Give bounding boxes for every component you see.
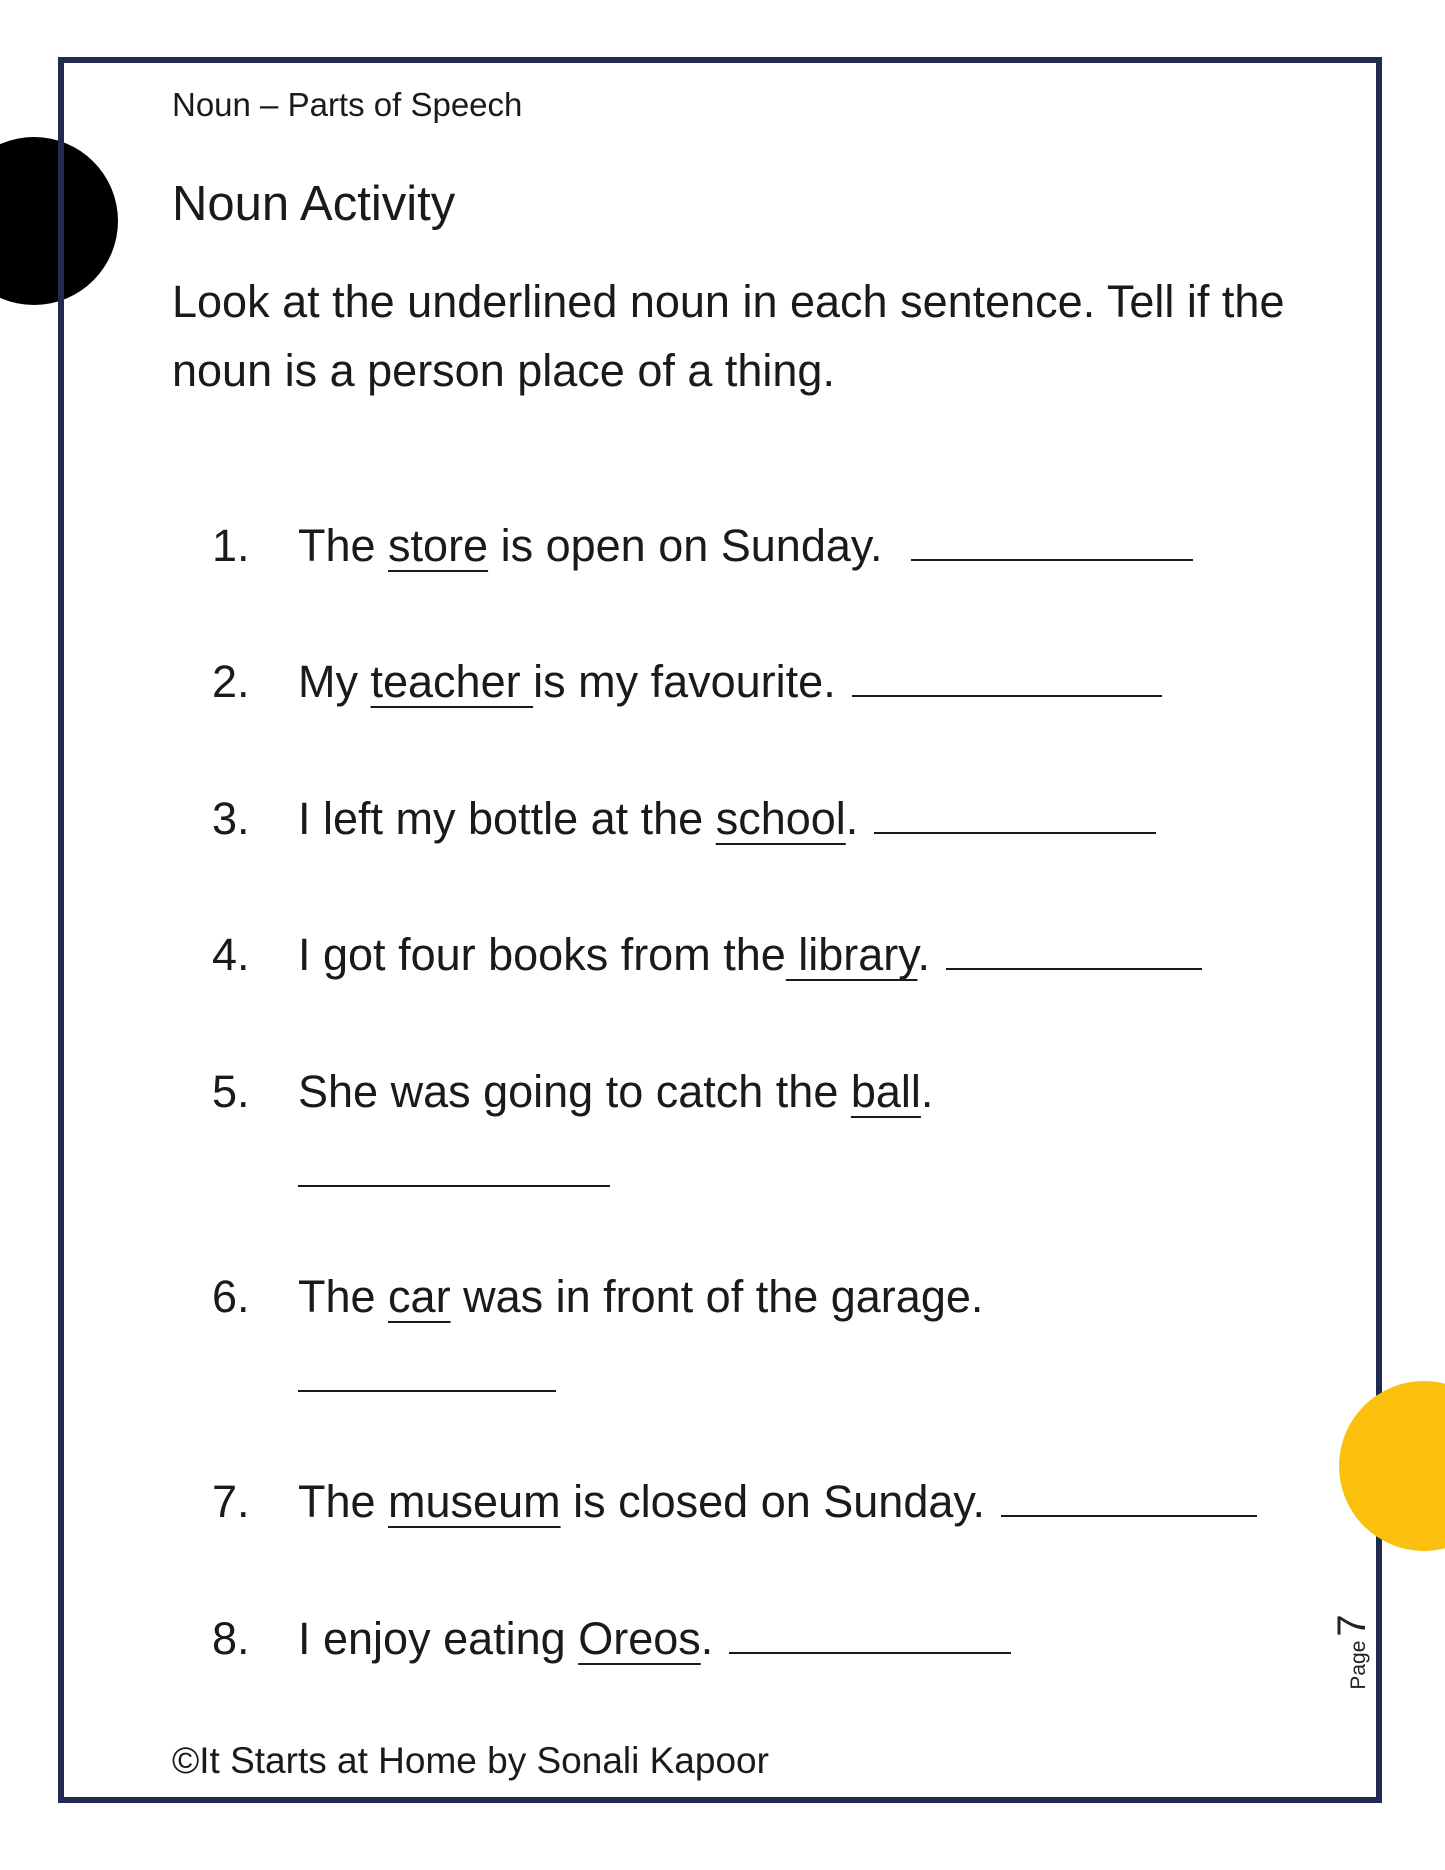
question-text-after: was in front of the garage. bbox=[450, 1271, 984, 1322]
underlined-noun: teacher bbox=[370, 656, 534, 707]
question-text-before: The bbox=[298, 520, 389, 571]
question-text-after: is my favourite. bbox=[533, 656, 836, 707]
page-number-label bbox=[1330, 1614, 1410, 1690]
instructions-text: Look at the underlined noun in each sentence. Tell if the noun is a person place of a thing. bbox=[172, 276, 1285, 396]
question-5 bbox=[212, 1066, 933, 1118]
question-number: 2. bbox=[212, 656, 250, 707]
page-number: 7 bbox=[1330, 1614, 1374, 1637]
question-2 bbox=[212, 656, 1162, 708]
question-number: 1. bbox=[212, 520, 250, 571]
question-text-before: I got four books from the bbox=[298, 929, 786, 980]
question-number: 4. bbox=[212, 929, 250, 980]
page-word: Page bbox=[1347, 1640, 1370, 1690]
answer-blank[interactable] bbox=[946, 930, 1202, 970]
underlined-noun: car bbox=[388, 1271, 451, 1322]
question-text-after: . bbox=[917, 929, 930, 980]
question-text-after: is open on Sunday. bbox=[488, 520, 883, 571]
question-text-before: My bbox=[298, 656, 371, 707]
answer-blank[interactable] bbox=[298, 1390, 556, 1392]
question-text-after: . bbox=[845, 793, 859, 844]
question-number: 8. bbox=[212, 1613, 250, 1664]
worksheet-title: Noun Activity bbox=[172, 177, 456, 231]
underlined-noun: store bbox=[388, 520, 489, 571]
question-7 bbox=[212, 1476, 1257, 1528]
question-3 bbox=[212, 793, 1156, 845]
question-text-after: . bbox=[700, 1613, 714, 1664]
answer-blank[interactable] bbox=[729, 1614, 1011, 1654]
question-8 bbox=[212, 1613, 1011, 1665]
question-number: 5. bbox=[212, 1066, 250, 1117]
answer-blank[interactable] bbox=[298, 1185, 610, 1187]
answer-blank[interactable] bbox=[911, 521, 1193, 561]
underlined-noun: Oreos bbox=[578, 1613, 701, 1664]
question-text-after: . bbox=[920, 1066, 934, 1117]
question-4 bbox=[212, 929, 1202, 981]
underlined-noun: school bbox=[715, 793, 846, 844]
question-6 bbox=[212, 1271, 983, 1323]
question-text-before: The bbox=[298, 1271, 389, 1322]
question-number: 7. bbox=[212, 1476, 250, 1527]
answer-blank[interactable] bbox=[852, 657, 1162, 697]
copyright-footer: ©It Starts at Home by Sonali Kapoor bbox=[172, 1740, 769, 1781]
underlined-noun: ball bbox=[850, 1066, 921, 1117]
worksheet-header: Noun – Parts of Speech bbox=[172, 86, 523, 123]
answer-blank[interactable] bbox=[1001, 1477, 1257, 1517]
question-text-before: She was going to catch the bbox=[298, 1066, 851, 1117]
underlined-noun: museum bbox=[388, 1476, 561, 1527]
underlined-noun: library bbox=[785, 929, 918, 980]
question-number: 3. bbox=[212, 793, 250, 844]
question-text-before: I enjoy eating bbox=[298, 1613, 579, 1664]
question-text-after: is closed on Sunday. bbox=[560, 1476, 986, 1527]
question-text-before: The bbox=[298, 1476, 389, 1527]
question-text-before: I left my bottle at the bbox=[298, 793, 716, 844]
question-number: 6. bbox=[212, 1271, 250, 1322]
answer-blank[interactable] bbox=[874, 794, 1156, 834]
question-1 bbox=[212, 520, 1193, 572]
